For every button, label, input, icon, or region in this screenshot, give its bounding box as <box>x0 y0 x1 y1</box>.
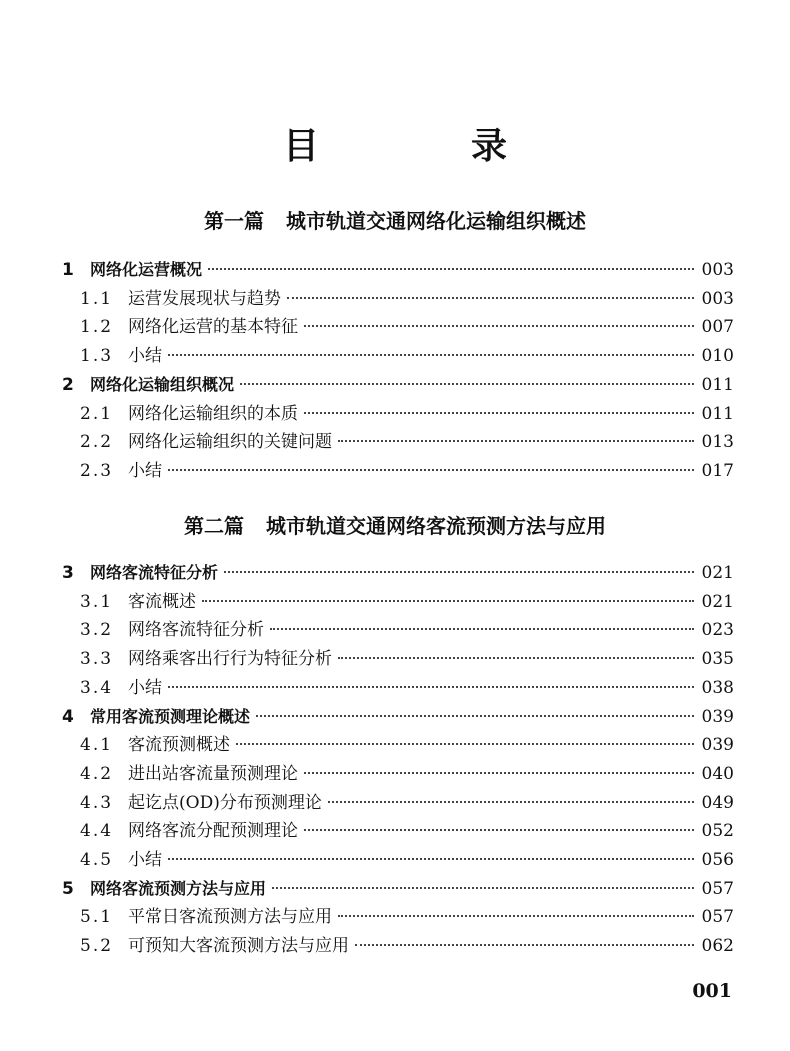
entry-page-number: 062 <box>701 936 734 957</box>
entry-page-number: 038 <box>701 677 734 698</box>
entry-page-number: 021 <box>701 563 734 583</box>
entry-page-number: 049 <box>701 792 734 813</box>
dot-leader <box>208 268 694 270</box>
toc-chapter-row[interactable] <box>62 559 734 587</box>
entry-page-number: 011 <box>701 374 734 395</box>
entry-page-number: 039 <box>701 735 734 756</box>
part-title: 城市轨道交通网络化运输组织概述 <box>286 209 586 233</box>
part-heading <box>0 205 790 234</box>
toc-chapter-row[interactable] <box>62 875 734 903</box>
page-number: 001 <box>692 980 732 1002</box>
dot-leader <box>304 829 694 831</box>
entry-number: 4.4 <box>80 821 114 842</box>
entry-label: 网络化运输组织的本质 <box>128 403 298 424</box>
dot-leader <box>287 297 694 299</box>
entry-number: 5 <box>62 878 74 899</box>
dot-leader <box>168 686 694 688</box>
part-heading <box>0 510 790 539</box>
entry-page-number: 056 <box>701 850 734 870</box>
dot-leader <box>304 325 694 327</box>
entry-number: 2 <box>62 374 74 395</box>
entry-number: 3.3 <box>80 649 114 670</box>
toc-section-row[interactable] <box>80 760 734 788</box>
entry-label: 小结 <box>128 346 162 367</box>
entry-label: 网络客流分配预测理论 <box>128 821 298 842</box>
dot-leader <box>304 772 694 774</box>
entry-number: 3.2 <box>80 620 114 641</box>
entry-number: 3.4 <box>80 677 114 698</box>
entry-number: 3 <box>62 563 74 583</box>
dot-leader <box>202 600 694 602</box>
entry-number: 1.2 <box>80 317 114 338</box>
dot-leader <box>338 657 694 659</box>
entry-label: 网络化运输组织的关键问题 <box>128 432 332 453</box>
toc-section-row[interactable] <box>80 817 734 845</box>
entry-page-number: 023 <box>701 620 734 641</box>
toc-section-row[interactable] <box>80 588 734 616</box>
dot-leader <box>328 801 694 803</box>
entry-label: 网络化运营的基本特征 <box>128 317 298 338</box>
entry-page-number: 057 <box>701 878 734 899</box>
entry-number: 4.5 <box>80 850 114 870</box>
entry-page-number: 007 <box>701 317 734 338</box>
dot-leader <box>236 743 694 745</box>
dot-leader <box>270 628 694 630</box>
toc-chapter-row[interactable] <box>62 371 734 399</box>
entry-label: 小结 <box>128 850 162 870</box>
entry-label: 小结 <box>128 677 162 698</box>
entry-page-number: 040 <box>701 763 734 784</box>
entry-label: 常用客流预测理论概述 <box>90 706 251 726</box>
dot-leader <box>355 944 694 946</box>
dot-leader <box>168 858 694 860</box>
entry-number: 5.1 <box>80 907 114 928</box>
toc-section-row[interactable] <box>80 932 734 960</box>
entry-label: 客流概述 <box>128 591 196 612</box>
part-title: 城市轨道交通网络客流预测方法与应用 <box>266 514 606 538</box>
toc-section-row[interactable] <box>80 457 734 485</box>
entry-label: 网络化运营概况 <box>90 260 203 279</box>
entry-label: 网络客流特征分析 <box>90 563 219 582</box>
toc-chapter-row[interactable] <box>62 703 734 731</box>
entry-label: 小结 <box>128 460 162 481</box>
entry-label: 运营发展现状与趋势 <box>128 288 281 309</box>
dot-leader <box>224 571 694 573</box>
toc-section-row[interactable] <box>80 428 734 456</box>
dot-leader <box>304 412 694 414</box>
toc-section-row[interactable] <box>80 731 734 759</box>
entry-page-number: 052 <box>701 821 734 842</box>
part-number: 第一篇 <box>204 209 264 233</box>
part-number: 第二篇 <box>184 514 244 538</box>
entry-label: 进出站客流量预测理论 <box>128 763 298 784</box>
entry-number: 4.1 <box>80 735 114 756</box>
toc-section-row[interactable] <box>80 342 734 370</box>
entry-number: 4 <box>62 706 74 727</box>
entry-number: 2.1 <box>80 403 114 424</box>
toc-section-row[interactable] <box>80 903 734 931</box>
toc-section-row[interactable] <box>80 645 734 673</box>
entry-number: 3.1 <box>80 591 114 612</box>
entry-number: 4.3 <box>80 792 114 813</box>
dot-leader <box>168 469 694 471</box>
dot-leader <box>338 440 694 442</box>
toc-section-row[interactable] <box>80 846 734 874</box>
entry-page-number: 003 <box>701 288 734 309</box>
entry-label: 平常日客流预测方法与应用 <box>128 907 332 928</box>
entry-label: 可预知大客流预测方法与应用 <box>128 936 349 957</box>
entry-number: 4.2 <box>80 763 114 784</box>
toc-section-row[interactable] <box>80 400 734 428</box>
entry-number: 2.2 <box>80 432 114 453</box>
entry-number: 1.1 <box>80 288 114 309</box>
dot-leader <box>338 915 694 917</box>
entry-page-number: 010 <box>701 346 734 367</box>
entry-label: 起讫点(OD)分布预测理论 <box>128 792 322 813</box>
entry-page-number: 021 <box>701 591 734 612</box>
entry-page-number: 017 <box>701 460 734 481</box>
page-title: 目 录 <box>282 126 565 167</box>
entry-page-number: 003 <box>701 260 734 280</box>
toc-section-row[interactable] <box>80 313 734 341</box>
entry-label: 客流预测概述 <box>128 735 230 756</box>
toc-section-row[interactable] <box>80 616 734 644</box>
entry-page-number: 035 <box>701 649 734 670</box>
toc-chapter-row[interactable] <box>62 256 734 284</box>
entry-number: 1 <box>62 260 74 280</box>
dot-leader <box>168 354 694 356</box>
toc-section-row[interactable] <box>80 789 734 817</box>
entry-page-number: 057 <box>701 907 734 928</box>
entry-label: 网络客流预测方法与应用 <box>90 878 267 898</box>
entry-number: 5.2 <box>80 936 114 957</box>
toc-section-row[interactable] <box>80 674 734 702</box>
dot-leader <box>272 887 694 889</box>
entry-number: 1.3 <box>80 346 114 367</box>
toc-section-row[interactable] <box>80 285 734 313</box>
entry-page-number: 013 <box>701 432 734 453</box>
entry-page-number: 039 <box>701 706 734 727</box>
entry-label: 网络化运输组织概况 <box>90 374 235 394</box>
entry-number: 2.3 <box>80 460 114 481</box>
dot-leader <box>256 715 694 717</box>
entry-label: 网络乘客出行行为特征分析 <box>128 649 332 670</box>
entry-page-number: 011 <box>701 403 734 424</box>
dot-leader <box>240 383 694 385</box>
entry-label: 网络客流特征分析 <box>128 620 264 641</box>
